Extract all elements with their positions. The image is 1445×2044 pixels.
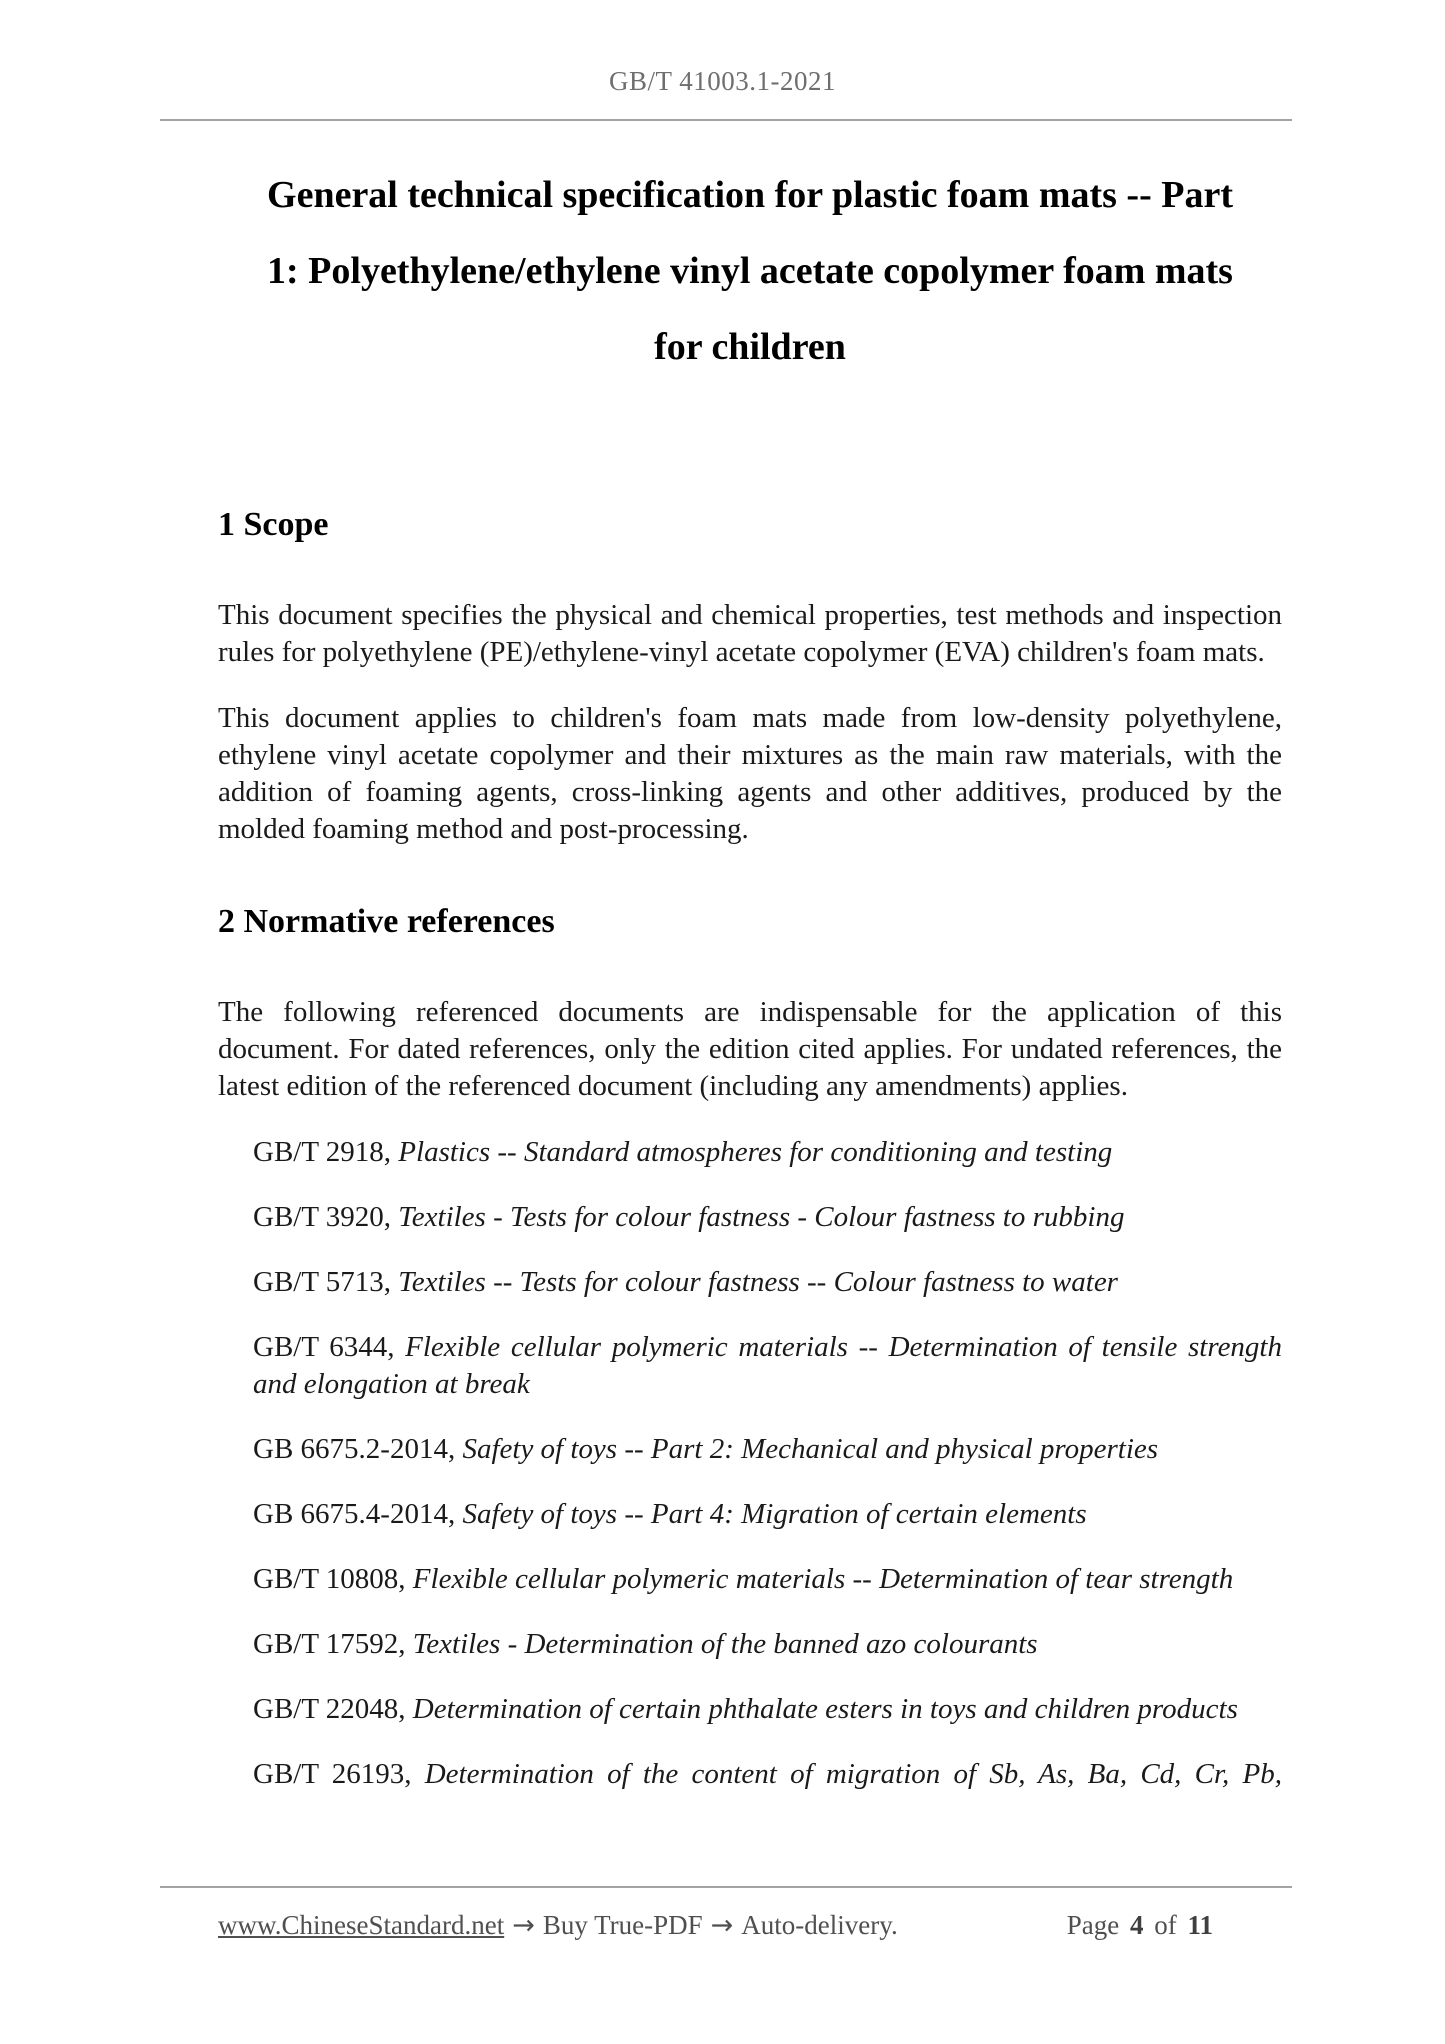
reference-title: Determination of certain phthalate esters in toys and children products [412,1693,1238,1725]
normative-intro-paragraph: The following referenced documents are indispensable for the application of this document. For dated references, only the edition cited applies. For undated references, the latest edition of the referenced document (including any amendments) applies. [218,996,1282,1102]
page-indicator [1067,1908,1217,1942]
reference-title: Textiles - Tests for colour fastness - Colour fastness to rubbing [398,1201,1125,1233]
page-current-number: 4 [1129,1910,1144,1940]
reference-code: GB 6675.4-2014, [253,1498,456,1530]
reference-title: Textiles - Determination of the banned azo colourants [412,1628,1038,1660]
arrow-right-icon: → [710,1910,734,1941]
reference-code: GB/T 3920, [253,1201,392,1233]
page-footer [160,1886,1292,1943]
page-of-label: of [1154,1910,1177,1940]
page-total-number: 11 [1187,1910,1213,1940]
reference-item [253,1561,1282,1598]
reference-item [253,1691,1282,1728]
reference-title: Textiles -- Tests for colour fastness -- Colour fastness to water [398,1266,1118,1298]
reference-code: GB/T 6344, [253,1331,395,1363]
reference-code: GB 6675.2-2014, [253,1433,456,1465]
reference-title: Plastics -- Standard atmospheres for conditioning and testing [398,1136,1113,1168]
footer-buy-text: Buy True-PDF [542,1910,703,1940]
footer-site-link[interactable]: www.ChineseStandard.net [218,1910,505,1940]
reference-item [253,1329,1282,1403]
reference-item [253,1626,1282,1663]
section-heading-scope: 1 Scope [218,506,329,543]
document-title [218,157,1282,385]
reference-item [253,1756,1282,1793]
reference-code: GB/T 17592, [253,1628,406,1660]
reference-code: GB/T 5713, [253,1266,392,1298]
reference-item [253,1134,1282,1171]
reference-item [253,1431,1282,1468]
reference-code: GB/T 22048, [253,1693,406,1725]
footer-left-text [218,1908,898,1943]
section-heading-normative-references: 2 Normative references [218,903,555,940]
document-title-line: 1: Polyethylene/ethylene vinyl acetate copolymer foam mats [267,250,1233,292]
reference-title: Safety of toys -- Part 4: Migration of certain elements [462,1498,1087,1530]
reference-title: Flexible cellular polymeric materials -- Determination of tear strength [412,1563,1234,1595]
reference-code: GB/T 2918, [253,1136,392,1168]
document-body [218,121,1282,1793]
page-label: Page [1066,1910,1120,1940]
reference-title: Safety of toys -- Part 2: Mechanical and physical properties [462,1433,1159,1465]
arrow-right-icon: → [512,1910,535,1941]
document-title-line: General technical specification for plastic foam mats -- Part [267,174,1233,216]
reference-item [253,1264,1282,1301]
document-title-line: for children [654,326,846,368]
reference-item [253,1496,1282,1533]
scope-paragraph-2: This document applies to children's foam mats made from low-density polyethylene, ethylene vinyl acetate copolymer and their mixtures as the main raw materials, with the addition of foaming agents, cross-linking agents and other additives, produced by the molded foaming method and post-processing. [218,702,1282,845]
normative-reference-list [218,1134,1282,1793]
reference-code: GB/T 26193, [253,1758,412,1790]
reference-code: GB/T 10808, [253,1563,406,1595]
reference-title: Determination of the content of migration of Sb, As, Ba, Cd, Cr, Pb, [424,1758,1282,1790]
header-doc-number: GB/T 41003.1-2021 [608,66,836,96]
scope-paragraph-1: This document specifies the physical and chemical properties, test methods and inspection rules for polyethylene (PE)/ethylene-vinyl acetate copolymer (EVA) children's foam mats. [218,599,1282,668]
footer-delivery-text: Auto-delivery. [741,1910,898,1940]
reference-item [253,1199,1282,1236]
reference-title: Flexible cellular polymeric materials -- Determination of tensile strength and elongation at break [253,1331,1282,1400]
